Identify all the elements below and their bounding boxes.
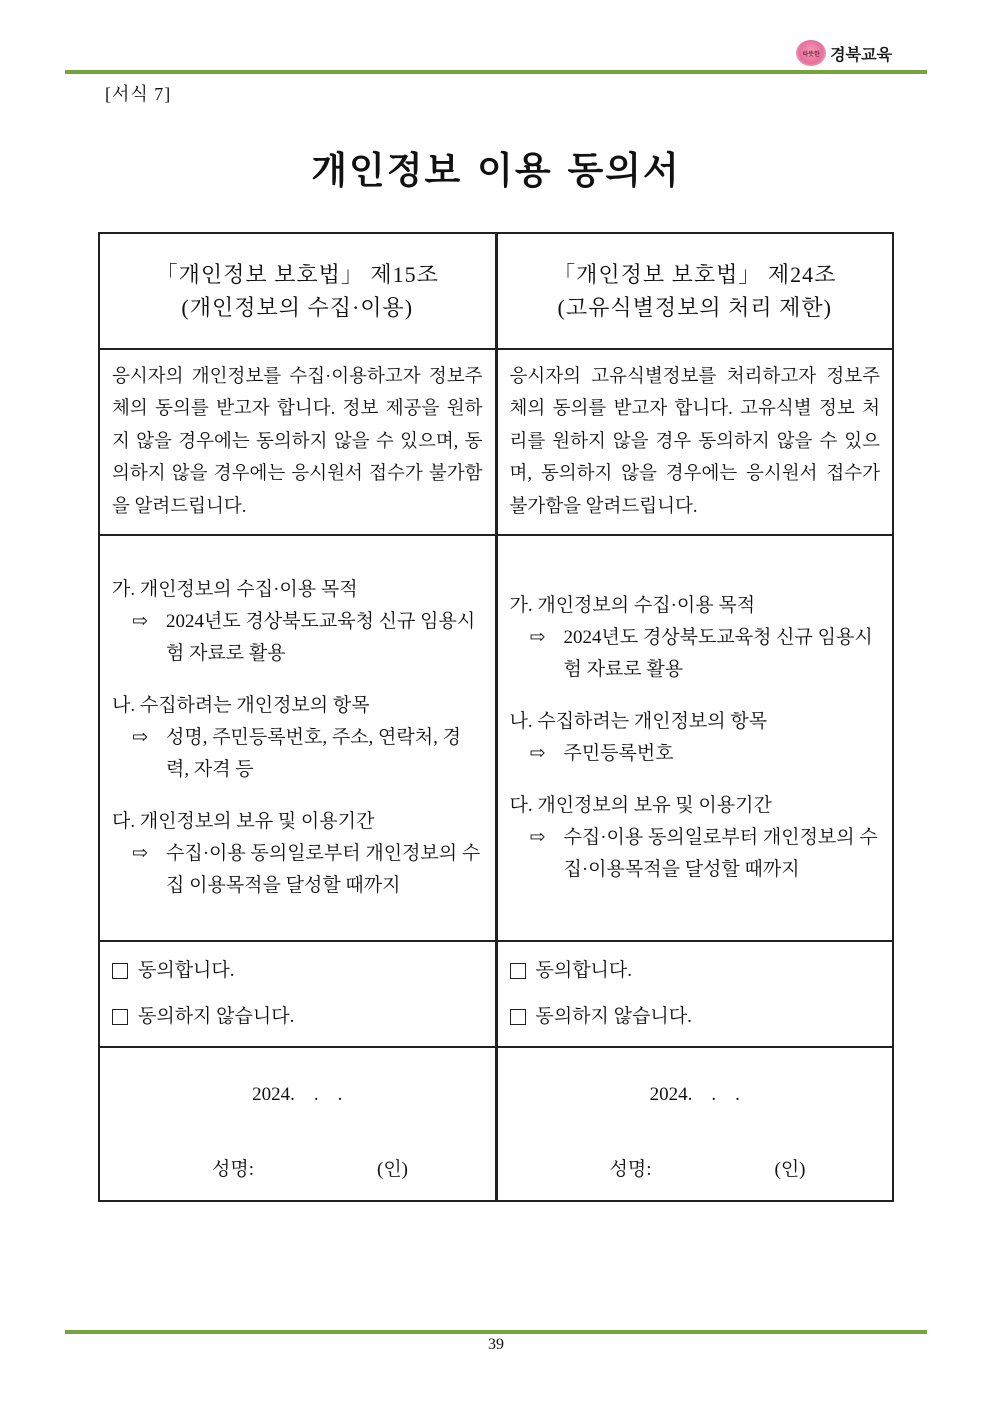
name-label: 성명: (609, 1159, 652, 1180)
item-heading: 다. 개인정보의 보유 및 이용기간 (112, 811, 375, 832)
notice-row (99, 349, 893, 535)
item-heading: 가. 개인정보의 수집·이용 목적 (112, 579, 358, 600)
signature-cell-right (496, 1047, 893, 1201)
agree-checkbox[interactable] (510, 963, 526, 979)
law-subtitle: (고유식별정보의 처리 제한) (557, 295, 832, 320)
law-title: 「개인정보 보호법」 제24조 (553, 262, 837, 287)
arrow-right-icon: ⇨ (132, 843, 148, 864)
choice-cell-right (496, 941, 893, 1047)
disagree-option[interactable] (510, 994, 881, 1040)
disagree-checkbox[interactable] (510, 1009, 526, 1025)
item-detail: 수집·이용 동의일로부터 개인정보의 수집·이용목적을 달성할 때까지 (563, 827, 878, 880)
document-title: 개인정보 이용 동의서 (311, 149, 681, 192)
arrow-right-icon: ⇨ (132, 611, 148, 632)
signature-row (99, 1047, 893, 1201)
name-label: 성명: (212, 1159, 254, 1180)
agree-checkbox[interactable] (112, 963, 128, 979)
signature-date: 2024. . . (649, 1084, 740, 1105)
law-heading-right (496, 233, 893, 349)
agree-label: 동의합니다. (535, 960, 633, 981)
page-number: 39 (488, 1336, 504, 1353)
item-heading: 나. 수집하려는 개인정보의 항목 (112, 695, 370, 716)
logo-text: 경북교육 (830, 44, 892, 64)
agree-option[interactable] (112, 948, 483, 994)
arrow-right-icon: ⇨ (529, 827, 546, 848)
agree-label: 동의합니다. (138, 960, 235, 981)
item-heading: 가. 개인정보의 수집·이용 목적 (509, 595, 756, 616)
signature-cell-left (99, 1047, 496, 1201)
item-purpose (112, 574, 483, 670)
choice-cell-left (99, 941, 496, 1047)
choice-row (99, 941, 893, 1047)
item-heading: 다. 개인정보의 보유 및 이용기간 (509, 795, 772, 816)
items-row (99, 535, 893, 941)
header-logo (796, 40, 892, 66)
item-retention (510, 790, 881, 886)
notice-text-left: 응시자의 개인정보를 수집·이용하고자 정보주체의 동의를 받고자 합니다. 정보 제공을 원하지 않을 경우에는 동의하지 않을 수 있으며, 동의하지 않을 경우에는 응시원서 접수가 불가함을 알려드립니다. (99, 349, 496, 535)
form-label: [서식 7] (105, 84, 172, 104)
notice-text-right: 응시자의 고유식별정보를 처리하고자 정보주체의 동의를 받고자 합니다. 고유식별 정보 처리를 원하지 않을 경우 동의하지 않을 수 있으며, 동의하지 않을 경우에는 응시원서 접수가 불가함을 알려드립니다. (496, 349, 893, 535)
item-detail: 2024년도 경상북도교육청 신규 임용시험 자료로 활용 (166, 611, 476, 664)
arrow-right-icon: ⇨ (529, 743, 546, 764)
law-heading-left (99, 233, 496, 349)
item-purpose (510, 590, 881, 686)
logo-emblem-icon (796, 40, 826, 66)
disagree-checkbox[interactable] (112, 1009, 128, 1025)
bottom-divider (65, 1330, 927, 1334)
law-title: 「개인정보 보호법」 제15조 (155, 262, 439, 287)
agree-option[interactable] (510, 948, 881, 994)
item-fields (112, 690, 483, 786)
seal-label: (인) (774, 1159, 806, 1180)
signature-date: 2024. . . (252, 1084, 343, 1105)
item-detail: 2024년도 경상북도교육청 신규 임용시험 자료로 활용 (563, 627, 873, 680)
item-detail: 성명, 주민등록번호, 주소, 연락처, 경력, 자격 등 (166, 727, 461, 780)
disagree-option[interactable] (112, 994, 483, 1040)
seal-label: (인) (377, 1159, 409, 1180)
logo-small-text: 따뜻한 (802, 50, 820, 58)
consent-table (98, 232, 894, 1202)
arrow-right-icon: ⇨ (529, 627, 546, 648)
item-heading: 나. 수집하려는 개인정보의 항목 (509, 711, 768, 732)
item-detail: 주민등록번호 (563, 743, 674, 764)
item-fields (510, 706, 881, 770)
items-cell-left (99, 535, 496, 941)
item-detail: 수집·이용 동의일로부터 개인정보의 수집 이용목적을 달성할 때까지 (166, 843, 481, 896)
law-subtitle: (개인정보의 수집·이용) (181, 295, 414, 320)
heading-row (99, 233, 893, 349)
item-retention (112, 806, 483, 902)
disagree-label: 동의하지 않습니다. (138, 1006, 295, 1027)
arrow-right-icon: ⇨ (132, 727, 148, 748)
items-cell-right (496, 535, 893, 941)
disagree-label: 동의하지 않습니다. (535, 1006, 692, 1027)
top-divider (65, 70, 927, 74)
